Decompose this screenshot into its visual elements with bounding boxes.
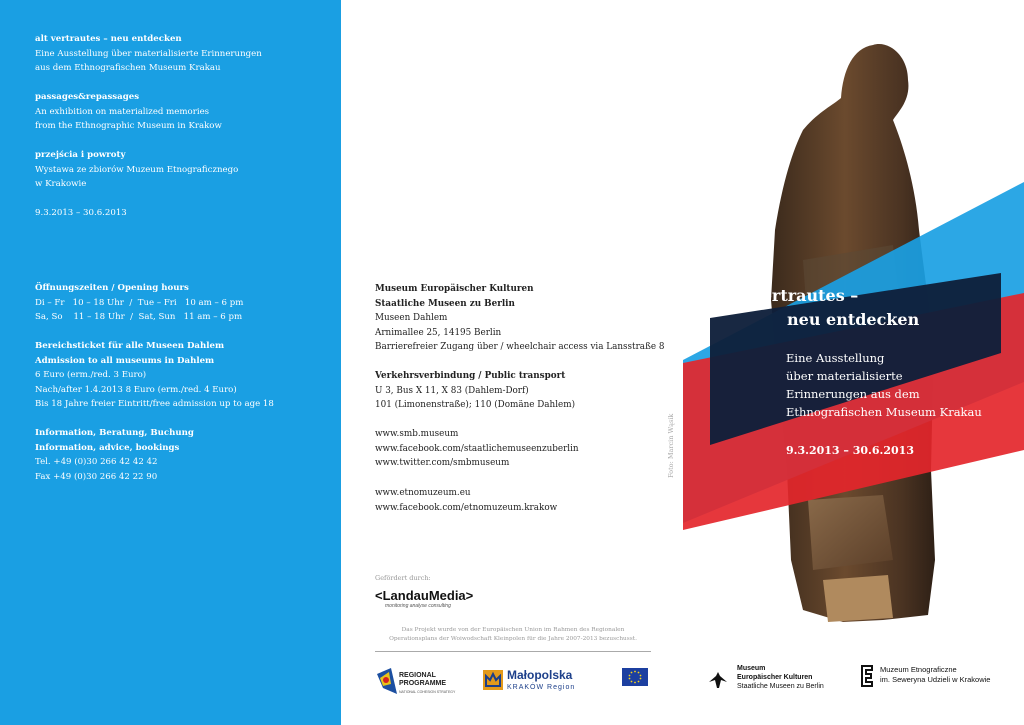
ticket-title: Admission to all museums in Dahlem [35, 355, 215, 366]
etno-line: im. Seweryna Udzieli w Krakowie [880, 675, 991, 684]
hours-line: Di – Fr 10 – 18 Uhr / Tue – Fri 10 am – 6 pm [35, 297, 244, 308]
regional-line: PROGRAMME [399, 680, 447, 687]
left-panel [0, 0, 341, 725]
info-title: Information, Beratung, Buchung [35, 428, 194, 438]
intro-line: An exhibition on materialized memories [35, 106, 210, 117]
transport-line: U 3, Bus X 11, X 83 (Dahlem-Dorf) [375, 385, 529, 396]
eu-flag-icon [622, 668, 648, 686]
etno-line: Muzeum Etnograficzne [880, 665, 957, 674]
public-transport [375, 369, 575, 413]
subtitle-line: Erinnerungen aus dem [786, 387, 920, 401]
cover-title-line1: alt vertrautes – [723, 286, 859, 305]
cover-subtitle [786, 349, 982, 421]
link-smb[interactable]: www.smb.museum [375, 429, 459, 439]
info-contact [35, 426, 194, 484]
landaumedia-name: <LandauMedia> [375, 588, 474, 603]
subtitle-line: Eine Ausstellung [786, 351, 885, 365]
malopolska-logo: Małopolska [507, 668, 573, 682]
transport-title: Verkehrsverbindung / Public transport [375, 371, 566, 381]
cover-dates: 9.3.2013 – 30.6.2013 [786, 444, 914, 457]
mek-eagle-icon [707, 664, 729, 690]
address-line: Barrierefreier Zugang über / wheelchair access via Lansstraße 8 [375, 342, 665, 353]
eu-note-line: Das Projekt wurde von der Europäischen Union im Rahmen des Regionalen [401, 627, 625, 633]
etnomuzeum-logo [880, 665, 990, 685]
malopolska-icon [483, 670, 503, 690]
regional-programme-logo [399, 672, 455, 696]
intro-line: Eine Ausstellung über materialisierte Erinnerungen [35, 48, 262, 59]
regional-small: NATIONAL COHESION STRATEGY [399, 690, 456, 694]
hours-line: Sa, So 11 – 18 Uhr / Sat, Sun 11 am – 6 pm [35, 312, 243, 322]
link-facebook-etnomuzeum[interactable]: www.facebook.com/etnomuzeum.krakow [375, 502, 558, 513]
intro-line: from the Ethnographic Museum in Krakow [35, 121, 222, 131]
web-links [375, 427, 579, 471]
intro-line: aus dem Ethnografischen Museum Krakau [35, 63, 221, 73]
malopolska-sub: KRAKÓW Region [507, 684, 576, 691]
subtitle-line: über materialisierte [786, 369, 903, 383]
divider [375, 651, 651, 652]
hours-title: Öffnungszeiten / Opening hours [35, 283, 189, 293]
fax: Fax +49 (0)30 266 42 22 90 [35, 471, 158, 482]
eu-funding-note [375, 626, 651, 644]
middle-panel [341, 0, 683, 725]
intro-title: przejścia i powroty [35, 150, 126, 160]
transport-line: 101 (Limonenstraße); 110 (Domäne Dahlem) [375, 400, 576, 411]
subtitle-line: Ethnografischen Museum Krakau [786, 405, 982, 419]
intro-title: passages&repassages [35, 92, 140, 102]
link-facebook-smb[interactable]: www.facebook.com/staatlichemuseenzuberlin [375, 443, 579, 454]
cover-panel [683, 0, 1024, 725]
admission [35, 339, 274, 412]
eu-note-line: Operationsplans der Woiwodschaft Kleinpolen für die Jahre 2007-2013 bezuschusst. [389, 636, 637, 642]
sponsor-label: Gefördert durch: [375, 574, 431, 582]
regional-line: REGIONAL [399, 672, 436, 679]
intro-german [35, 32, 262, 76]
intro-line: w Krakowie [35, 179, 87, 189]
mek-logo [737, 664, 824, 691]
mek-line: Staatliche Museen zu Berlin [737, 683, 824, 690]
opening-hours [35, 281, 243, 325]
info-title: Information, advice, bookings [35, 442, 180, 453]
phone: Tel. +49 (0)30 266 42 42 42 [35, 457, 158, 467]
ticket-line: Bis 18 Jahre freier Eintritt/free admission up to age 18 [35, 399, 274, 409]
mek-line: Museum [737, 665, 766, 672]
regional-programme-icon [377, 668, 397, 694]
museum-title: Museum Europäischer Kulturen [375, 284, 534, 294]
link-etnomuzeum[interactable]: www.etnomuzeum.eu [375, 488, 471, 498]
photo-credit: Foto: Marcin Wąsik [667, 413, 675, 478]
ticket-line: Nach/after 1.4.2013 8 Euro (erm./red. 4 Euro) [35, 384, 237, 395]
link-twitter-smb[interactable]: www.twitter.com/smbmuseum [375, 458, 510, 469]
landaumedia-logo [375, 588, 473, 603]
museum-address [375, 282, 665, 355]
web-links-krakow [375, 486, 557, 515]
etnomuzeum-icon [859, 664, 875, 688]
museum-title: Staatliche Museen zu Berlin [375, 298, 515, 309]
ticket-line: 6 Euro (erm./red. 3 Euro) [35, 370, 147, 380]
address-line: Arnimallee 25, 14195 Berlin [375, 327, 502, 338]
intro-polish [35, 148, 238, 192]
intro-line: Wystawa ze zbiorów Muzeum Etnograficznego [35, 164, 239, 175]
intro-english [35, 90, 222, 134]
cover-title-line2: neu entdecken [787, 310, 920, 329]
address-line: Museen Dahlem [375, 313, 448, 324]
landaumedia-tagline: monitoring analyse consulting [385, 603, 451, 609]
exhibition-dates: 9.3.2013 – 30.6.2013 [35, 208, 127, 218]
intro-title: alt vertrautes – neu entdecken [35, 34, 182, 44]
ticket-title: Bereichsticket für alle Museen Dahlem [35, 341, 225, 351]
mek-line: Europäischer Kulturen [737, 674, 813, 681]
